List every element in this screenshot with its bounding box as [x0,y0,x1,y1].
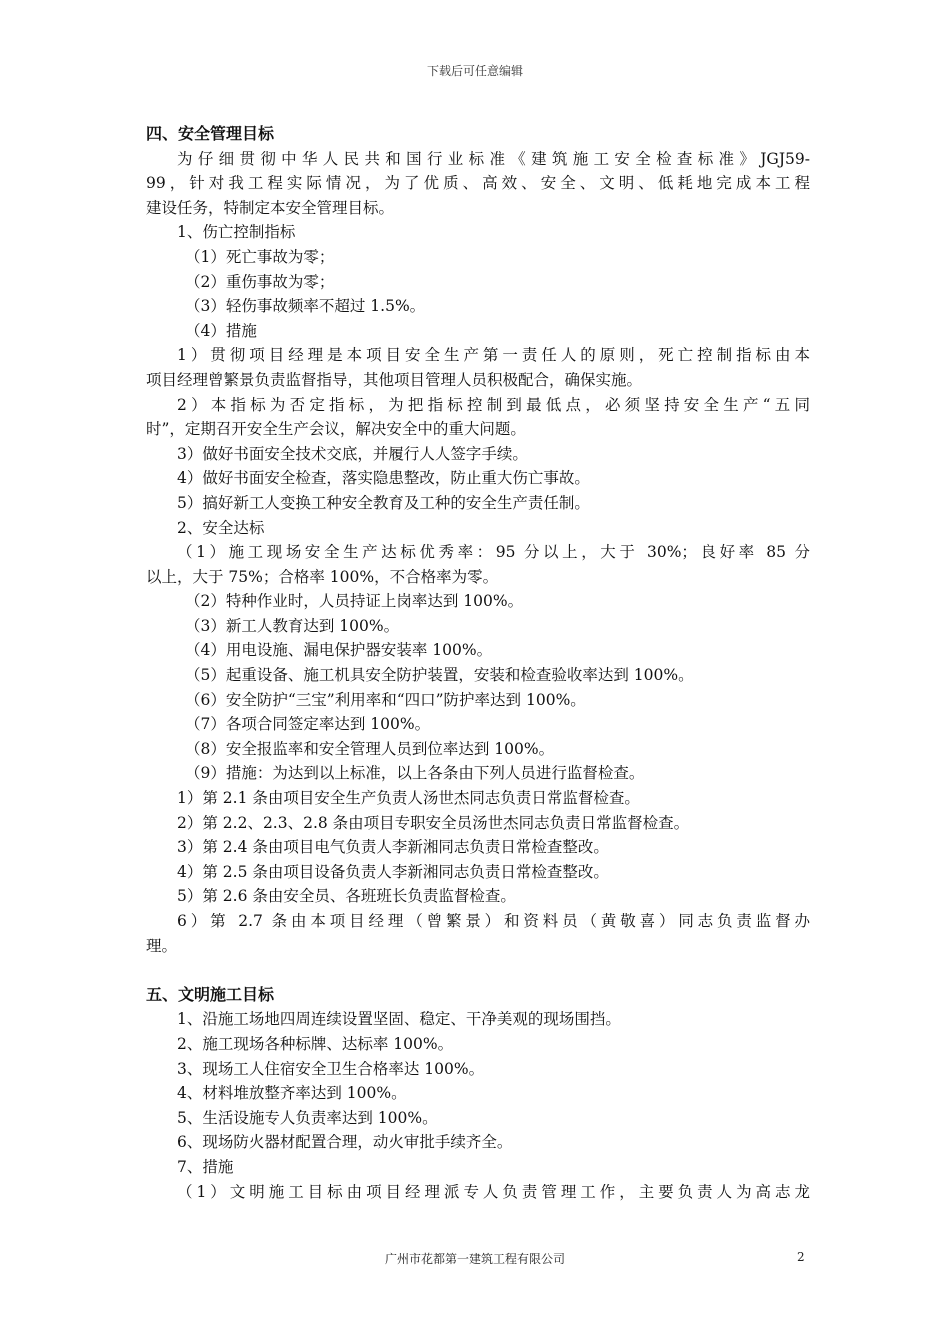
standard-item-1-line-2: 以上，大于 75%；合格率 100%，不合格率为零。 [146,567,499,586]
standard-item-2: （2）特种作业时，人员持证上岗率达到 100%。 [185,592,524,611]
casualty-item-3: （3）轻伤事故频率不超过 1.5%。 [185,297,426,316]
civilized-item-2: 2、施工现场各种标牌、达标率 100%。 [177,1034,454,1053]
measure-1-line-1: 1）贯彻项目经理是本项目安全生产第一责任人的原则，死亡控制指标由本 [177,346,810,365]
responsibility-5: 5）第 2.6 条由安全员、各班班长负责监督检查。 [177,887,516,906]
civilized-item-1: 1、沿施工场地四周连续设置坚固、稳定、干净美观的现场围挡。 [177,1010,621,1029]
subsection-1-title: 1、伤亡控制指标 [177,223,296,242]
civilized-item-4: 4、材料堆放整齐率达到 100%。 [177,1084,407,1103]
responsibility-6-line-1: 6）第 2.7 条由本项目经理（曾繁景）和资料员（黄敬喜）同志负责监督办 [177,912,810,930]
intro-line-2: 99，针对我工程实际情况，为了优质、高效、安全、文明、低耗地完成本工程 [146,174,810,193]
measure-2-line-1: 2）本指标为否定指标，为把指标控制到最低点，必须坚持安全生产“五同 [177,395,810,414]
civilized-item-5: 5、生活设施专人负责率达到 100%。 [177,1108,438,1127]
standard-item-9: （9）措施：为达到以上标准，以上各条由下列人员进行监督检查。 [185,764,645,783]
intro-line-3: 建设任务，特制定本安全管理目标。 [146,198,395,217]
measure-4: 4）做好书面安全检查，落实隐患整改，防止重大伤亡事故。 [177,469,590,488]
section-4-heading: 四、安全管理目标 [146,124,275,143]
section-spacer [146,958,810,983]
civilized-item-3: 3、现场工人住宿安全卫生合格率达 100%。 [177,1059,485,1078]
subsection-2-title: 2、安全达标 [177,518,265,537]
measure-2-line-2: 时”，定期召开安全生产会议，解决安全中的重大问题。 [146,420,526,439]
page-number: 2 [797,1250,805,1264]
measure-3: 3）做好书面安全技术交底，并履行人人签字手续。 [177,444,528,463]
responsibility-6-line-2: 理。 [146,936,178,955]
civilized-item-6: 6、现场防火器材配置合理，动火审批手续齐全。 [177,1133,513,1152]
page-header-note: 下载后可任意编辑 [426,64,523,78]
document-body [146,122,810,1204]
responsibility-1: 1）第 2.1 条由项目安全生产负责人汤世杰同志负责日常监督检查。 [177,789,640,808]
footer-company: 广州市花都第一建筑工程有限公司 [384,1252,565,1266]
civilized-measure-1: （1）文明施工目标由项目经理派专人负责管理工作，主要负责人为高志龙 [177,1182,810,1201]
standard-item-5: （5）起重设备、施工机具安全防护装置，安装和检查验收率达到 100%。 [185,666,694,685]
standard-item-6: （6）安全防护“三宝”利用率和“四口”防护率达到 100%。 [185,690,586,709]
standard-item-4: （4）用电设施、漏电保护器安装率 100%。 [185,641,493,660]
civilized-item-7: 7、措施 [177,1157,234,1176]
section-5-heading: 五、文明施工目标 [146,984,275,1004]
measure-1-line-2: 项目经理曾繁景负责监督指导，其他项目管理人员积极配合，确保实施。 [146,370,643,389]
responsibility-2: 2）第 2.2、2.3、2.8 条由项目专职安全员汤世杰同志负责日常监督检查。 [177,813,690,832]
standard-item-7: （7）各项合同签定率达到 100%。 [185,715,431,734]
standard-item-8: （8）安全报监率和安全管理人员到位率达到 100%。 [185,739,555,758]
casualty-item-1: （1）死亡事故为零； [185,247,335,266]
measure-5: 5）搞好新工人变换工种安全教育及工种的安全生产责任制。 [177,493,590,512]
casualty-item-4: （4）措施 [185,321,257,340]
casualty-item-2: （2）重伤事故为零； [185,272,335,291]
responsibility-4: 4）第 2.5 条由项目设备负责人李新湘同志负责日常检查整改。 [177,862,609,881]
standard-item-1-line-1: （1）施工现场安全生产达标优秀率：95 分以上，大于 30%；良好率 85 分 [177,543,810,562]
standard-item-3: （3）新工人教育达到 100%。 [185,616,400,635]
intro-line-1: 为仔细贯彻中华人民共和国行业标准《建筑施工安全检查标准》JGJ59- [177,149,810,168]
responsibility-3: 3）第 2.4 条由项目电气负责人李新湘同志负责日常检查整改。 [177,838,609,857]
